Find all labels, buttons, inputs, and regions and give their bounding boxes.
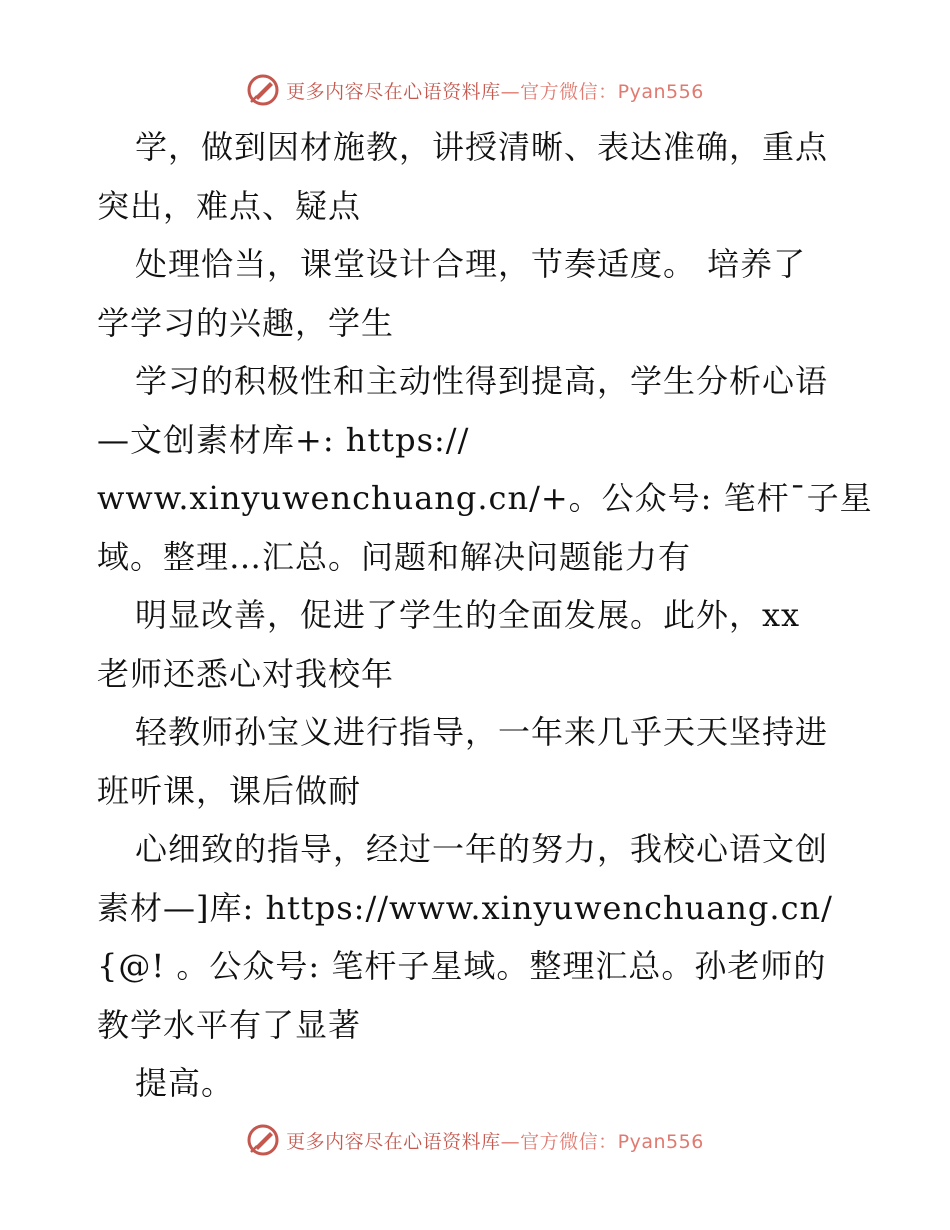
document-body bbox=[97, 124, 873, 1119]
text-line: 轻教师孙宝义进行指导，一年来几乎天天坚持进 bbox=[135, 713, 829, 751]
text-line: 学习的积极性和主动性得到提高，学生分析心语 bbox=[135, 362, 829, 400]
text-line: 班听课，课后做耐 bbox=[97, 771, 362, 810]
text-line: 明显改善，促进了学生的全面发展。此外，xx bbox=[135, 596, 801, 634]
text-line: 学，做到因材施教，讲授清晰、表达准确，重点 bbox=[135, 128, 829, 166]
text-line: 突出，难点、疑点 bbox=[97, 186, 362, 225]
text-line: 处理恰当，课堂设计合理，节奏适度。 培养了 bbox=[135, 245, 807, 283]
text-line: 提高。 bbox=[135, 1064, 235, 1102]
text-line: 域。整理…汇总。问题和解决问题能力有 bbox=[97, 537, 692, 576]
text-line: 素材—]库: https://www.xinyuwenchuang.cn/ bbox=[97, 888, 833, 927]
watermark-text: 更多内容尽在心语资料库—官方微信：Pyan556 bbox=[286, 1130, 704, 1153]
text-line: 老师还悉心对我校年 bbox=[97, 654, 395, 693]
text-line: www.xinyuwenchuang.cn/+。公众号: 笔杆¯子星 bbox=[97, 479, 873, 517]
text-line: —文创素材库+: https:// bbox=[97, 420, 470, 459]
text-line: 心细致的指导，经过一年的努力，我校心语文创 bbox=[135, 830, 829, 868]
watermark-text: 更多内容尽在心语资料库—官方微信：Pyan556 bbox=[286, 80, 704, 103]
text-line: {@! 。公众号: 笔杆子星域。整理汇总。孙老师的 bbox=[97, 947, 827, 985]
header-watermark bbox=[0, 70, 950, 110]
text-line: 教学水平有了显著 bbox=[97, 1005, 362, 1044]
quill-logo-icon bbox=[246, 73, 280, 107]
quill-logo-icon bbox=[246, 1123, 280, 1157]
footer-watermark bbox=[0, 1120, 950, 1160]
text-line: 学学习的兴趣，学生 bbox=[97, 303, 395, 342]
